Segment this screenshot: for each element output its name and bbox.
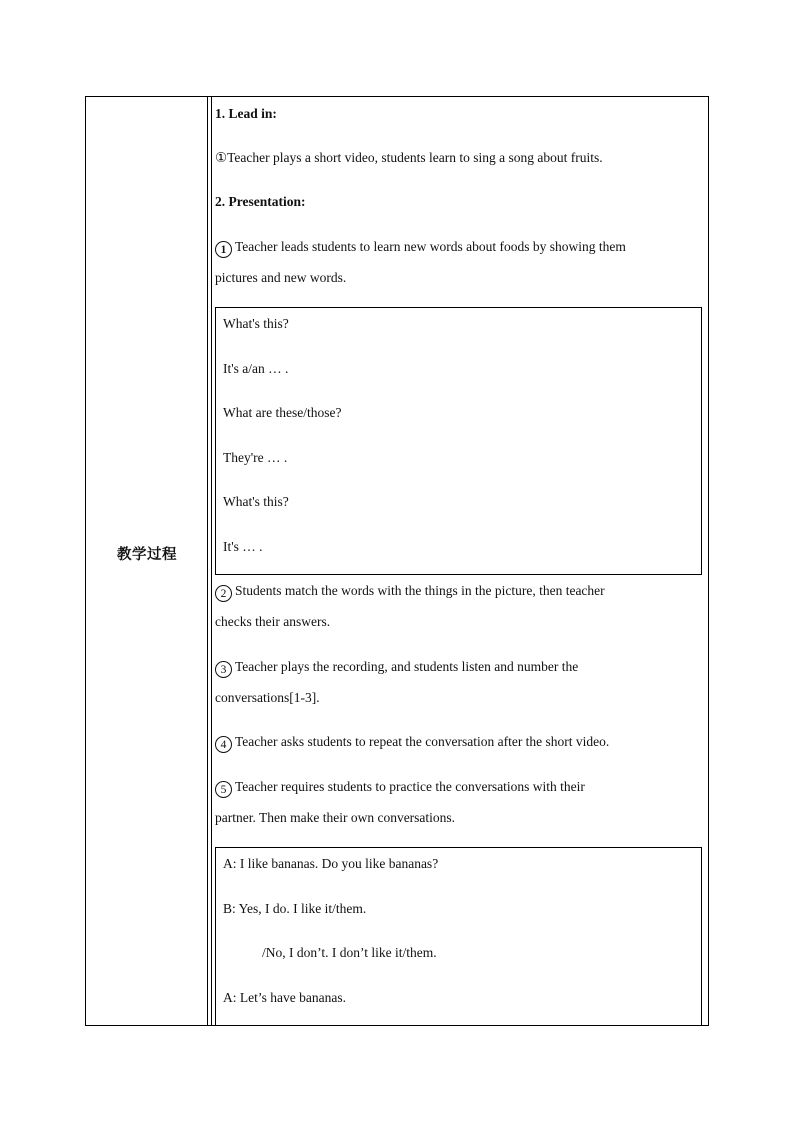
dialog-line: What's this? xyxy=(223,316,289,331)
label-cell xyxy=(86,97,208,1025)
presentation-heading: 2. Presentation: xyxy=(215,194,306,209)
dialog-line: /No, I don’t. I don’t like it/them. xyxy=(262,945,437,960)
dialog-line: A: I like bananas. Do you like bananas? xyxy=(223,856,439,871)
step-text: Teacher leads students to learn new words about foods by showing them xyxy=(235,239,626,254)
step-number-badge: 4 xyxy=(215,736,232,753)
presentation-step-4-line-1 xyxy=(215,734,609,753)
presentation-step-1-line-1 xyxy=(215,239,626,258)
lead-in-step-1 xyxy=(215,150,603,166)
dialog-line: It's … . xyxy=(223,539,263,554)
dialog-box-1 xyxy=(215,307,702,575)
dialog-line: What's this? xyxy=(223,494,289,509)
presentation-step-1-line-2: pictures and new words. xyxy=(215,270,347,285)
presentation-step-2-line-2: checks their answers. xyxy=(215,614,331,629)
dialog-box-2 xyxy=(215,847,702,1026)
step-number-badge: 3 xyxy=(215,661,232,678)
step-text: Teacher asks students to repeat the conversation after the short video. xyxy=(235,734,610,749)
dialog-line: What are these/those? xyxy=(223,405,342,420)
presentation-step-5-line-2: partner. Then make their own conversations. xyxy=(215,810,456,825)
step-marker: ① xyxy=(215,150,228,165)
presentation-step-2-line-1 xyxy=(215,583,605,602)
step-text: Teacher plays a short video, students learn to sing a song about fruits. xyxy=(227,150,603,165)
dialog-line: It's a/an … . xyxy=(223,361,289,376)
step-text: Teacher plays the recording, and students listen and number the xyxy=(235,659,579,674)
lead-in-heading: 1. Lead in: xyxy=(215,106,277,121)
presentation-step-3-line-1 xyxy=(215,659,578,678)
step-number-badge: 2 xyxy=(215,585,232,602)
presentation-step-3-line-2: conversations[1-3]. xyxy=(215,690,320,705)
step-text: Teacher requires students to practice the conversations with their xyxy=(235,779,585,794)
step-number-badge: 5 xyxy=(215,781,232,798)
dialog-line: A: Let’s have bananas. xyxy=(223,990,346,1005)
step-text: Students match the words with the things in the picture, then teacher xyxy=(235,583,605,598)
section-label: 教学过程 xyxy=(117,547,177,563)
lesson-table xyxy=(85,96,709,1026)
step-number-badge: 1 xyxy=(215,241,232,258)
dialog-line: B: Yes, I do. I like it/them. xyxy=(223,901,367,916)
column-divider xyxy=(211,97,212,1025)
presentation-step-5-line-1 xyxy=(215,779,585,798)
dialog-line: They're … . xyxy=(223,450,288,465)
